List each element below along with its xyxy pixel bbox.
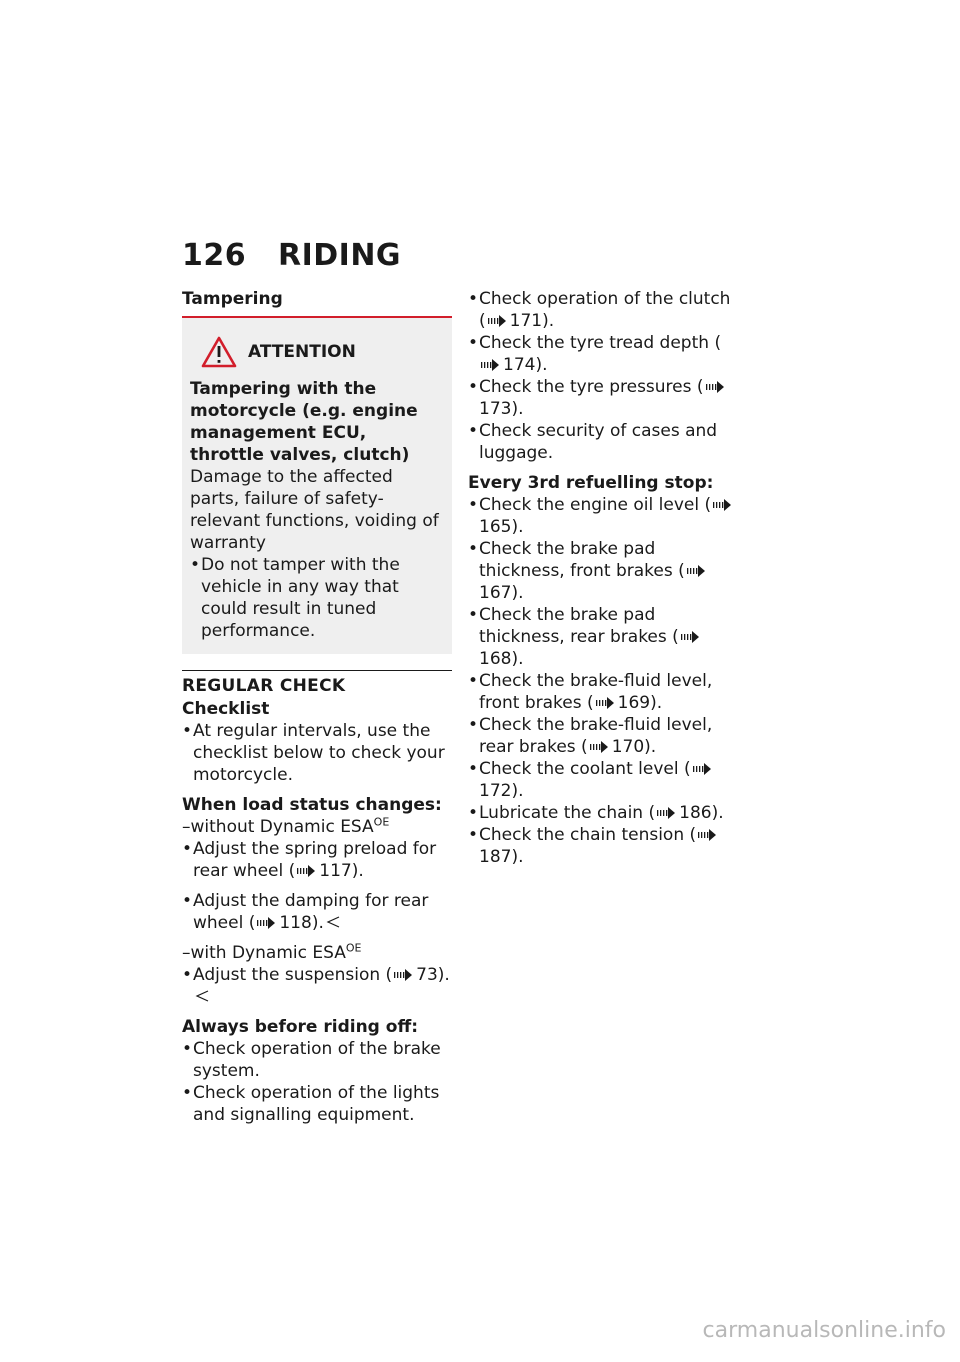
- refuelling-heading: Every 3rd refuelling stop:: [468, 473, 714, 493]
- page-reference-arrow-icon: [257, 917, 275, 929]
- checklist-heading: Checklist: [182, 699, 270, 719]
- end-of-section-icon: [326, 916, 340, 928]
- without-esa-line: –without Dynamic $ESA^{OE}$: [182, 815, 390, 837]
- list-item: • Check the brake pad thickness, rear brakes (168).: [468, 604, 738, 670]
- list-item: • Check the coolant level (172).: [468, 758, 738, 802]
- section-title: RIDING: [278, 238, 402, 273]
- regular-check-rule: [182, 670, 452, 671]
- attention-box: [182, 318, 452, 654]
- list-item: • Check the brake pad thickness, front brakes (167).: [468, 538, 738, 604]
- list-item: • Check the tyre tread depth (174).: [468, 332, 738, 376]
- attention-bold-text: Tampering with the motorcycle (e.g. engine management ECU, throttle valves, clutch): [190, 379, 418, 465]
- page-number: 126: [182, 238, 247, 273]
- tampering-heading: Tampering: [182, 289, 283, 309]
- page-reference-arrow-icon: [596, 697, 614, 709]
- page-reference-arrow-icon: [713, 499, 731, 511]
- page-reference[interactable]: 171: [509, 311, 543, 331]
- page-reference[interactable]: 174: [503, 355, 536, 375]
- page-reference[interactable]: 117: [319, 861, 352, 881]
- attention-bullets: [190, 554, 444, 642]
- list-item: • Check the brake-fluid level, front brakes ( 169).: [468, 670, 738, 714]
- page-reference-arrow-icon: [481, 359, 499, 371]
- list-item: • Lubricate the chain ( 186).: [468, 802, 738, 824]
- attention-body-text: Damage to the affected parts, failure of safety-relevant functions, voiding of warranty: [190, 467, 439, 553]
- page-reference-arrow-icon: [693, 763, 711, 775]
- list-item: • Check operation of the brake system.: [182, 1038, 452, 1082]
- page-reference-arrow-icon: [687, 565, 705, 577]
- list-item: • Check operation of the lights and signalling equipment.: [182, 1082, 452, 1126]
- page-reference-arrow-icon: [657, 807, 675, 819]
- watermark: carmanualsonline.info: [702, 1318, 946, 1343]
- attention-label: ATTENTION: [248, 342, 356, 362]
- page-reference[interactable]: 118: [279, 913, 312, 933]
- list-item: • Check operation of the clutch ( 171).: [468, 288, 738, 332]
- page-reference[interactable]: 169: [617, 693, 651, 713]
- load-status-heading: When load status changes:: [182, 795, 442, 815]
- refuelling-bullets: [468, 494, 738, 868]
- damping-bullets: [182, 890, 452, 934]
- before-riding-heading: Always before riding off:: [182, 1017, 419, 1037]
- page-reference-arrow-icon: [297, 865, 315, 877]
- page-reference-arrow-icon: [590, 741, 608, 753]
- list-item: • Check the brake-fluid level, rear brakes ( 170).: [468, 714, 738, 758]
- page-reference[interactable]: 186: [679, 803, 712, 823]
- page-reference[interactable]: 73: [416, 965, 438, 985]
- page-reference[interactable]: 165: [479, 517, 512, 537]
- list-item: • At regular intervals, use the checklist below to check your motorcycle.: [182, 720, 452, 786]
- attention-title: [190, 334, 444, 370]
- page-header: [182, 238, 401, 273]
- with-esa-bullets: [182, 964, 452, 1008]
- list-item: • Check the chain tension (187).: [468, 824, 738, 868]
- list-item: • Check the tyre pressures (173).: [468, 376, 738, 420]
- oe-mark: OE: [345, 941, 362, 955]
- right-column: [468, 288, 738, 868]
- page-reference[interactable]: 187: [479, 847, 512, 867]
- list-item: • Check the engine oil level (165).: [468, 494, 738, 538]
- list-item: • Adjust the damping for rear wheel ( 118).: [182, 890, 452, 934]
- checklist-bullets: [182, 720, 452, 786]
- list-item: • Do not tamper with the vehicle in any way that could result in tuned performance.: [190, 554, 444, 642]
- list-item: • Adjust the spring preload for rear wheel ( 117).: [182, 838, 452, 882]
- without-esa-bullets: [182, 838, 452, 882]
- page-reference-arrow-icon: [681, 631, 699, 643]
- page-reference-arrow-icon: [698, 829, 716, 841]
- end-of-section-icon: [195, 990, 209, 1002]
- list-item: • Check security of cases and luggage.: [468, 420, 738, 464]
- page-reference-arrow-icon: [488, 315, 506, 327]
- before-riding-bullets: [182, 1038, 452, 1126]
- page-reference-arrow-icon: [706, 381, 724, 393]
- page-reference[interactable]: 170: [611, 737, 645, 757]
- left-column: [182, 288, 452, 1126]
- before-riding-bullets-continued: [468, 288, 738, 464]
- page-reference[interactable]: 167: [479, 583, 512, 603]
- page-reference[interactable]: 173: [479, 399, 512, 419]
- regular-check-title: REGULAR CHECK: [182, 676, 346, 696]
- oe-mark: OE: [373, 815, 390, 829]
- page-reference[interactable]: 172: [479, 781, 512, 801]
- list-item: • Adjust the suspension ( 73).: [182, 964, 452, 1008]
- page-reference[interactable]: 168: [479, 649, 512, 669]
- with-esa-line: –with Dynamic $ESA^{OE}$: [182, 941, 362, 963]
- page-reference-arrow-icon: [394, 969, 412, 981]
- warning-triangle-icon: [200, 335, 238, 369]
